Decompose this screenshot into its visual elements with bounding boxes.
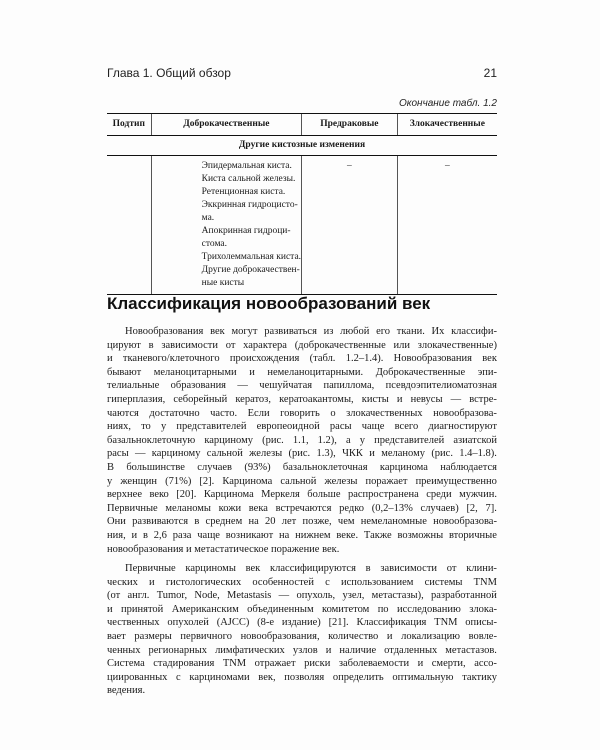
benign-list: [152, 160, 301, 290]
text-line: ченных регионарных лимфатических узлов и наличие отдаленных метастазов.: [107, 644, 497, 656]
text-line: расы — карциному сальной железы (рис. 1.3), ЧКК и меланому (рис. 1.4–1.8).: [107, 448, 497, 460]
text-line: цируют в зависимости от характера (доброкачественные или злокачественные): [107, 339, 497, 351]
malignant-cell: –: [397, 156, 497, 295]
text-line: и принятой Американским объединенным комитетом по исследованию злока-: [107, 603, 497, 615]
paragraph: [107, 325, 497, 556]
col-header-subtype: Подтип: [107, 114, 151, 136]
table-section-row: [107, 136, 497, 156]
text-line: Система стадирования TNM отражает риски заболеваемости и смерти, ассо-: [107, 658, 497, 670]
text-line: гиперплазия, себорейный кератоз, кератоакантомы, кисты и невусы — встре-: [107, 393, 497, 405]
text-line: (от англ. Tumor, Node, Metastasis — опухоль, узел, метастазы), разработанной: [107, 590, 497, 602]
benign-cell: [151, 156, 301, 295]
text-line: новообразования и метастатическое поражение век.: [107, 543, 340, 555]
text-line: Первичные карциномы век классифицируются в зависимости от клини-: [125, 563, 497, 575]
subtype-cell: [107, 156, 151, 295]
table-header-row: [107, 114, 497, 136]
text-line: верхнее веко [20]. Карцинома Меркеля больше распространена среди мужчин.: [107, 489, 497, 501]
list-item: Эпидермальная киста.: [201, 161, 292, 171]
text-line: ведения.: [107, 685, 146, 697]
text-line: Первичные меланомы кожи века встречаются редко (0,2–13% случаев) [2, 7].: [107, 502, 497, 514]
running-head: [107, 66, 497, 80]
list-item: Ретенционная киста.: [201, 187, 286, 197]
col-header-benign: Доброкачественные: [151, 114, 301, 136]
list-item: Апокринная гидроци-: [201, 226, 291, 236]
text-line: В большинстве случаев (93%) базальноклеточная карцинома наблюдается: [107, 461, 497, 473]
text-line: базальноклеточную карциному (рис. 1.1, 1.2), а у представителей азиатской: [107, 434, 497, 446]
page-number: 21: [483, 66, 497, 80]
text-line: циированных с карциномами век, позволяя определить оптимальную тактику: [107, 671, 497, 683]
col-header-malignant: Злокачественные: [397, 114, 497, 136]
col-header-premalignant: Предраковые: [302, 114, 398, 136]
text-line: ниях, то у представителей европеоидной расы чаще всего диагностируют: [107, 421, 497, 433]
list-item: Трихолеммальная киста.: [201, 252, 302, 262]
list-item: Киста сальной железы.: [201, 174, 296, 184]
text-line: ческих и гистологических особенностей с использованием системы TNM: [107, 576, 497, 588]
premalignant-cell: –: [302, 156, 398, 295]
text-line: у женщин (71%) [2]. Карцинома сальной железы поражает преимущественно: [107, 475, 497, 487]
text-line: Новообразования век могут развиваться из любой его ткани. Их классифи-: [125, 326, 497, 337]
text-line: чаются достаточно часто. Если говорить о злокачественных новообразова-: [107, 407, 497, 419]
list-item: ма.: [201, 213, 215, 223]
text-line: и тканевого/клеточного происхождения (табл. 1.2–1.4). Новообразования век: [107, 353, 497, 365]
text-line: Они развиваются в среднем на 20 лет позже, чем немеланомные новообразова-: [107, 516, 497, 528]
table-section-title: Другие кистозные изменения: [107, 136, 497, 156]
text-line: чественных опухолей (AJCC) (8-е издание) [21]. Классификация TNM описы-: [107, 617, 497, 629]
table-caption: Окончание табл. 1.2: [399, 98, 497, 109]
list-item: ные кисты: [201, 278, 245, 288]
text-line: телиальные образования — чешуйчатая папиллома, псевдоэпителиоматозная: [107, 380, 497, 392]
list-item: Эккринная гидроцисто-: [201, 200, 298, 210]
text-line: ния, и в 2,6 раза чаще возникают на нижнем веке. Также возможны вторичные: [107, 529, 497, 541]
section-heading: Классификация новообразований век: [107, 294, 431, 313]
body-text: [107, 325, 497, 698]
paragraph: [107, 562, 497, 698]
list-item: Другие доброкачествен-: [201, 265, 300, 275]
list-item: стома.: [201, 239, 227, 249]
chapter-title: Глава 1. Общий обзор: [107, 66, 231, 80]
classification-table: [107, 113, 497, 295]
table-row: [107, 156, 497, 295]
text-line: вает размеры первичного новообразования, количество и локализацию вовле-: [107, 631, 497, 643]
text-line: бывают меланоцитарными и немеланоцитарными. Доброкачественные эпи-: [107, 366, 497, 378]
